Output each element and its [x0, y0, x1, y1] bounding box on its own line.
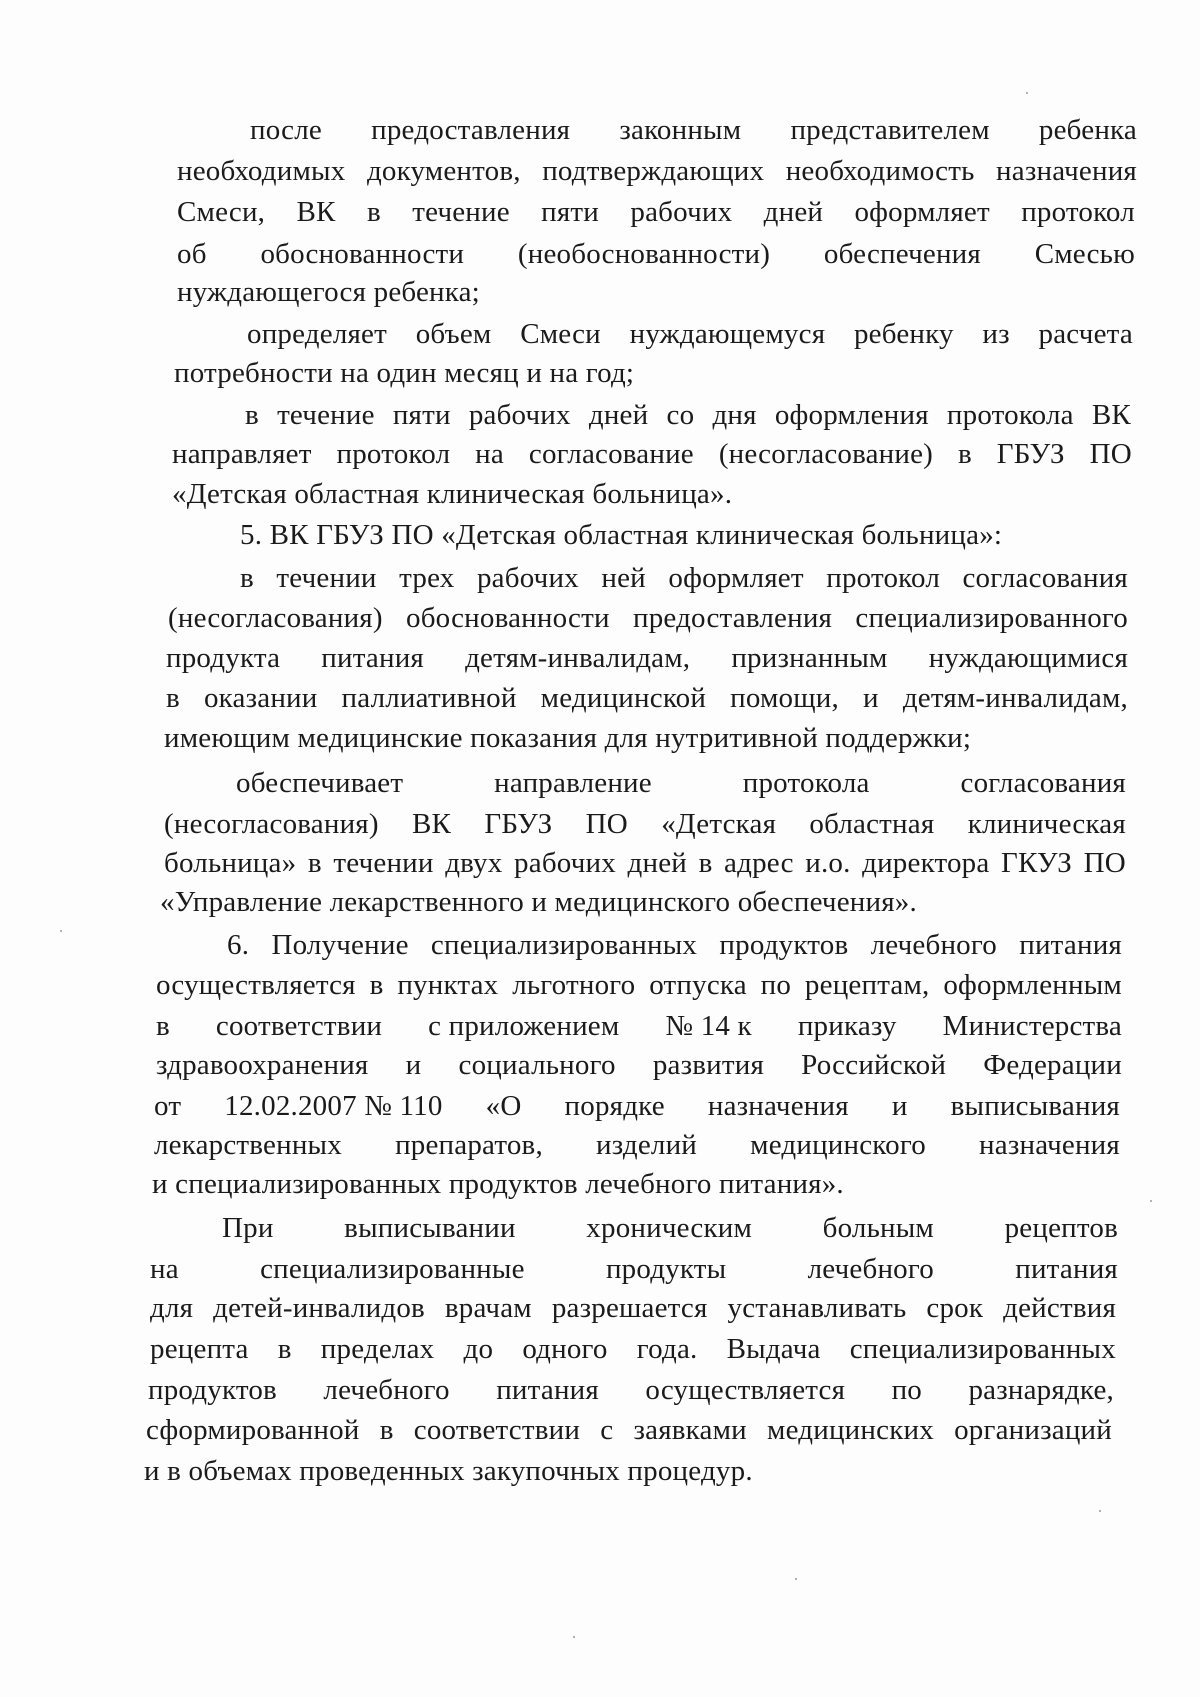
word: ПО	[585, 808, 628, 840]
word: развития	[652, 1049, 764, 1081]
word: лекарственных	[154, 1129, 342, 1161]
word: Министерства	[942, 1010, 1122, 1042]
text-line	[154, 1127, 1120, 1163]
word: в	[369, 969, 384, 1001]
word: пяти	[541, 196, 600, 228]
scan-speck	[1026, 92, 1028, 94]
word: здравоохранения	[156, 1049, 369, 1081]
word: в	[240, 562, 254, 594]
word: устанавливать	[727, 1292, 907, 1324]
word: об	[177, 238, 207, 270]
word: одного	[522, 1333, 608, 1365]
word: оказании	[203, 682, 318, 714]
word: согласование	[528, 438, 694, 470]
word: продукта	[166, 642, 281, 674]
text-line	[156, 1008, 1122, 1044]
word: Смеси	[520, 318, 601, 350]
word: 12.02.2007 № 110	[224, 1090, 443, 1122]
word: Получение	[271, 929, 409, 961]
text-line	[240, 560, 1128, 596]
word: директора	[862, 847, 990, 879]
word: организаций	[954, 1414, 1112, 1446]
word: рецептам,	[804, 969, 930, 1001]
word: предоставления	[632, 602, 833, 634]
word: разнарядке,	[968, 1374, 1114, 1406]
word: (несогласования)	[164, 808, 379, 840]
word: с приложением	[428, 1010, 620, 1042]
word: рабочих	[468, 399, 571, 431]
word: со	[666, 399, 695, 431]
word: и	[891, 1090, 908, 1122]
word: на	[475, 438, 504, 470]
word: детям-инвалидам,	[465, 642, 691, 674]
word: действия	[1003, 1292, 1116, 1324]
word: до	[463, 1333, 494, 1365]
scan-speck	[60, 930, 62, 932]
text-line	[177, 153, 1137, 189]
text-line	[177, 194, 1135, 230]
text-line	[148, 1372, 1114, 1408]
word: в	[957, 438, 972, 470]
word: продукты	[605, 1253, 727, 1285]
word: При	[222, 1212, 274, 1244]
word: оформления	[774, 399, 929, 431]
word: соответствии	[413, 1414, 581, 1446]
word: подтверждающих	[542, 155, 765, 187]
word: дней	[627, 847, 687, 879]
word: питания	[321, 642, 424, 674]
word: течение	[412, 196, 510, 228]
word: ребенка	[1038, 114, 1137, 146]
word: течение	[277, 399, 375, 431]
word: «Детская	[661, 808, 777, 840]
text-line: «Управление лекарственного и медицинского обеспечения».	[160, 886, 917, 918]
word: ГКУЗ	[1001, 847, 1073, 879]
word: и	[863, 682, 879, 714]
text-line: потребности на один месяц и на год;	[174, 357, 635, 389]
word: препаратов,	[395, 1129, 543, 1161]
text-line	[154, 1088, 1120, 1124]
text-line	[156, 1047, 1122, 1083]
word: (необоснованности)	[517, 238, 771, 270]
word: из	[982, 318, 1010, 350]
text-line	[166, 640, 1128, 676]
word: оформленным	[943, 969, 1122, 1001]
word: заявками	[633, 1414, 747, 1446]
word: представителем	[790, 114, 990, 146]
scan-speck	[1099, 1510, 1101, 1512]
word: питания	[1015, 1253, 1118, 1285]
text-line	[146, 1412, 1112, 1448]
word: ПО	[1083, 847, 1126, 879]
word: ПО	[1089, 438, 1132, 470]
word: рабочих	[476, 562, 579, 594]
word: питания	[1019, 929, 1122, 961]
word: ВК	[412, 808, 452, 840]
word: назначения	[979, 1129, 1120, 1161]
text-line	[227, 927, 1122, 963]
word: в	[307, 847, 322, 879]
word: ГБУЗ	[996, 438, 1065, 470]
word: рецептов	[1004, 1212, 1118, 1244]
text-line: «Детская областная клиническая больница».	[172, 478, 733, 510]
word: медицинской	[540, 682, 707, 714]
word: выписывания	[950, 1090, 1120, 1122]
word: больница»	[164, 847, 297, 879]
text-line	[168, 600, 1128, 636]
text-line	[164, 806, 1126, 842]
word: пунктах	[397, 969, 499, 1001]
word: помощи,	[730, 682, 839, 714]
word: обеспечивает	[236, 767, 404, 799]
word: детям-инвалидам,	[902, 682, 1128, 714]
text-line	[236, 765, 1126, 801]
word: назначения	[996, 155, 1137, 187]
text-line	[250, 112, 1137, 148]
word: осуществляется	[156, 969, 356, 1001]
text-line	[177, 236, 1135, 272]
word: после	[250, 114, 322, 146]
text-line	[247, 316, 1133, 352]
word: сформированной	[146, 1414, 360, 1446]
word: льготного	[512, 969, 636, 1001]
word: выписывании	[344, 1212, 516, 1244]
word: адрес	[724, 847, 794, 879]
word: порядке	[564, 1090, 665, 1122]
text-line: и специализированных продуктов лечебного питания».	[152, 1168, 844, 1200]
word: и.о.	[805, 847, 851, 879]
word: 6.	[227, 929, 250, 961]
word: изделий	[596, 1129, 698, 1161]
word: двух	[445, 847, 503, 879]
text-line	[156, 967, 1122, 1003]
word: хроническим	[586, 1212, 753, 1244]
word: специализированного	[855, 602, 1128, 634]
text-line: нуждающегося ребенка;	[177, 276, 480, 308]
word: согласования	[962, 562, 1128, 594]
word: ВК	[296, 196, 336, 228]
word: предоставления	[371, 114, 571, 146]
word: соответствии	[215, 1010, 383, 1042]
text-line: и в объемах проведенных закупочных процедур.	[144, 1455, 753, 1487]
word: ней	[601, 562, 646, 594]
word: Смесью	[1034, 238, 1135, 270]
word: продуктов	[719, 929, 849, 961]
word: необходимых	[177, 155, 346, 187]
word: ВК	[1091, 399, 1131, 431]
word: направляет	[172, 438, 312, 470]
word: ребенку	[853, 318, 954, 350]
word: ГБУЗ	[484, 808, 553, 840]
word: обеспечения	[823, 238, 981, 270]
word: оформляет	[668, 562, 804, 594]
word: объем	[415, 318, 492, 350]
word: года.	[636, 1333, 698, 1365]
scan-speck	[795, 1578, 797, 1580]
word: расчета	[1038, 318, 1133, 350]
word: в	[277, 1333, 292, 1365]
word: лечебного	[807, 1253, 934, 1285]
scan-speck	[1150, 1200, 1152, 1202]
word: определяет	[247, 318, 387, 350]
word: областная	[809, 808, 935, 840]
word: клиническая	[967, 808, 1126, 840]
word: дней	[763, 196, 824, 228]
word: течении	[333, 847, 434, 879]
text-line	[222, 1210, 1118, 1246]
word: медицинских	[767, 1414, 934, 1446]
word: в	[698, 847, 713, 879]
text-line: 5. ВК ГБУЗ ПО «Детская областная клиническая больница»:	[240, 519, 1003, 551]
word: рецепта	[150, 1333, 249, 1365]
word: детей-инвалидов	[213, 1292, 425, 1324]
word: (несогласования)	[168, 602, 383, 634]
word: рабочих	[514, 847, 616, 879]
word: на	[150, 1253, 179, 1285]
word: пределах	[320, 1333, 435, 1365]
text-line	[164, 845, 1126, 881]
word: (несогласование)	[718, 438, 934, 470]
word: Федерации	[983, 1049, 1122, 1081]
word: медицинского	[750, 1129, 926, 1161]
word: протокола	[742, 767, 870, 799]
word: специализированные	[260, 1253, 525, 1285]
word: специализированных	[430, 929, 698, 961]
word: нуждающимися	[928, 642, 1128, 674]
word: течении	[276, 562, 377, 594]
word: пяти	[392, 399, 451, 431]
word: отпуска	[649, 969, 747, 1001]
word: документов,	[366, 155, 521, 187]
word: дней	[588, 399, 649, 431]
word: дня	[712, 399, 757, 431]
text-line	[150, 1251, 1118, 1287]
word: и	[405, 1049, 422, 1081]
word: социального	[458, 1049, 616, 1081]
word: Российской	[801, 1049, 947, 1081]
text-line	[150, 1331, 1116, 1367]
word: в	[166, 682, 180, 714]
word: больным	[822, 1212, 934, 1244]
word: в	[245, 399, 259, 431]
text-line	[245, 397, 1131, 433]
word: продуктов	[148, 1374, 277, 1406]
text-line	[150, 1290, 1116, 1326]
word: разрешается	[551, 1292, 708, 1324]
word: лечебного	[323, 1374, 450, 1406]
word: паллиативной	[341, 682, 517, 714]
word: оформляет	[854, 196, 990, 228]
word: нуждающемуся	[629, 318, 826, 350]
word: № 14 к	[665, 1010, 752, 1042]
word: с	[600, 1414, 614, 1446]
word: протокол	[1021, 196, 1135, 228]
word: законным	[619, 114, 742, 146]
word: направление	[494, 767, 652, 799]
scan-speck	[573, 1636, 575, 1638]
word: в	[379, 1414, 394, 1446]
word: по	[760, 969, 792, 1001]
word: «О	[485, 1090, 522, 1122]
word: лечебного	[870, 929, 997, 961]
word: питания	[496, 1374, 599, 1406]
text-line	[166, 680, 1128, 716]
word: по	[891, 1374, 922, 1406]
word: обоснованности	[260, 238, 465, 270]
word: протокола	[946, 399, 1074, 431]
word: срок	[926, 1292, 984, 1324]
word: необходимость	[785, 155, 975, 187]
word: рабочих	[630, 196, 733, 228]
word: назначения	[707, 1090, 849, 1122]
word: приказу	[797, 1010, 897, 1042]
word: для	[150, 1292, 194, 1324]
word: осуществляется	[645, 1374, 846, 1406]
word: протокол	[336, 438, 451, 470]
word: в	[366, 196, 381, 228]
word: врачам	[444, 1292, 532, 1324]
word: Выдача	[726, 1333, 821, 1365]
word: в	[156, 1010, 170, 1042]
text-line	[172, 436, 1132, 472]
word: трех	[399, 562, 455, 594]
word: протокол	[826, 562, 940, 594]
word: согласования	[960, 767, 1126, 799]
text-line: имеющим медицинские показания для нутритивной поддержки;	[164, 722, 972, 754]
word: признанным	[731, 642, 888, 674]
word: Смеси,	[177, 196, 266, 228]
word: от	[154, 1090, 182, 1122]
word: обоснованности	[406, 602, 610, 634]
word: специализированных	[849, 1333, 1116, 1365]
